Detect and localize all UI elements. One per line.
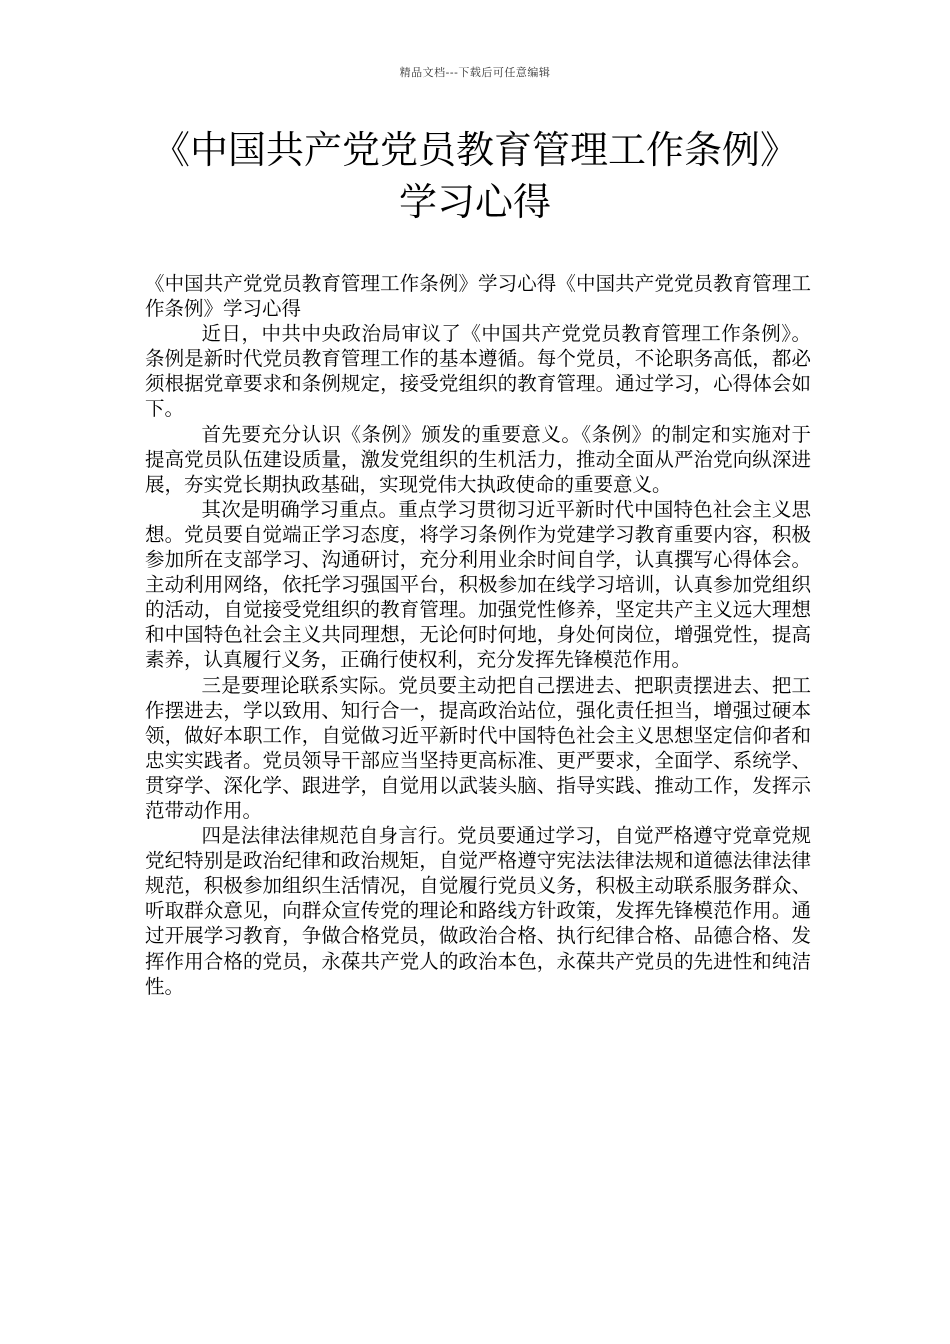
header-note: 精品文档---下载后可任意编辑 (399, 66, 551, 79)
body-paragraph: 其次是明确学习重点。重点学习贯彻习近平新时代中国特色社会主义思想。党员要自觉端正学习态度，将学习条例作为党建学习教育重要内容，积极参加所在支部学习、沟通研讨，充分利用业余时间自学，认真撰写心得体会。主动利用网络，依托学习强国平台，积极参加在线学习培训，认真参加党组织的活动，自觉接受党组织的教育管理。加强党性修养，坚定共产主义远大理想和中国特色社会主义共同理想，无论何时何地，身处何岗位，增强党性，提高素养，认真履行义务，正确行使权利，充分发挥先锋模范作用。 (145, 497, 811, 672)
body-paragraph: 近日，中共中央政治局审议了《中国共产党党员教育管理工作条例》。条例是新时代党员教育管理工作的基本遵循。每个党员，不论职务高低，都必须根据党章要求和条例规定，接受党组织的教育管理。通过学习，心得体会如下。 (145, 322, 811, 421)
document-title (120, 124, 830, 228)
intro-paragraph: 《中国共产党党员教育管理工作条例》学习心得《中国共产党党员教育管理工作条例》学习心得 (145, 272, 811, 321)
title-line-2: 学习心得 (398, 180, 551, 224)
document-body (145, 271, 811, 999)
body-paragraph: 四是法律法律规范自身言行。党员要通过学习，自觉严格遵守党章党规党纪特别是政治纪律和政治规矩，自觉严格遵守宪法法律法规和道德法律法律规范，积极参加组织生活情况，自觉履行党员义务，积极主动联系服务群众、听取群众意见，向群众宣传党的理论和路线方针政策，发挥先锋模范作用。通过开展学习教育，争做合格党员，做政治合格、执行纪律合格、品德合格、发挥作用合格的党员，永葆共产党人的政治本色，永葆共产党员的先进性和纯洁性。 (145, 824, 811, 998)
body-paragraph: 三是要理论联系实际。党员要主动把自己摆进去、把职责摆进去、把工作摆进去，学以致用、知行合一，提高政治站位，强化责任担当，增强过硬本领，做好本职工作，自觉做习近平新时代中国特色社会主义思想坚定信仰者和忠实实践者。党员领导干部应当坚持更高标准、更严要求，全面学、系统学、贯穿学、深化学、跟进学，自觉用以武装头脑、指导实践、推动工作，发挥示范带动作用。 (145, 673, 811, 822)
body-paragraph: 首先要充分认识《条例》颁发的重要意义。《条例》的制定和实施对于提高党员队伍建设质量，激发党组织的生机活力，推动全面从严治党向纵深进展，夯实党长期执政基础，实现党伟大执政使命的重要意义。 (145, 422, 811, 496)
title-line-1: 《中国共产党党员教育管理工作条例》 (151, 128, 798, 172)
